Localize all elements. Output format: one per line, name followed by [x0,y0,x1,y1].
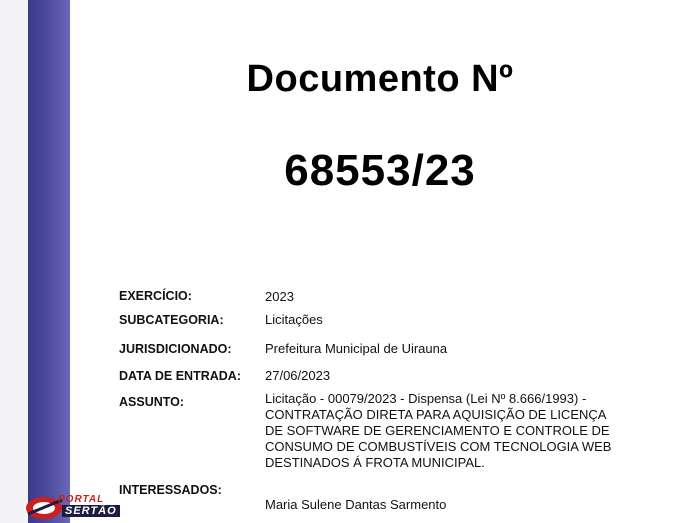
logo-text-portal: PORTAL [58,494,105,505]
assunto-line: CONTRATAÇÃO DIRETA PARA AQUISIÇÃO DE LICENÇA [265,407,607,422]
assunto-value [265,391,665,471]
jurisdicionado-value: Prefeitura Municipal de Uirauna [265,341,448,356]
data-entrada-value: 27/06/2023 [265,368,331,383]
subcategoria-value: Licitações [265,312,323,327]
assunto-line: Licitação - 00079/2023 - Dispensa (Lei Nº 8.666/1993) - [265,391,587,406]
assunto-line: CONSUMO DE COMBUSTÍVEIS COM TECNOLOGIA WEB [265,439,612,454]
assunto-line: DE SOFTWARE DE GERENCIAMENTO E CONTROLE DE [265,423,610,438]
interessados-label: INTERESSADOS: [119,483,222,497]
jurisdicionado-label: JURISDICIONADO: [119,342,232,356]
document-number: 68553/23 [284,146,476,195]
subcategoria-label: SUBCATEGORIA: [119,313,224,327]
decorative-side-band [28,0,70,523]
assunto-line: DESTINADOS Á FROTA MUNICIPAL. [265,455,485,470]
exercicio-label: EXERCÍCIO: [119,289,192,303]
data-entrada-label: DATA DE ENTRADA: [119,369,241,383]
exercicio-value: 2023 [265,289,294,304]
interessados-value: Maria Sulene Dantas Sarmento [265,497,447,512]
document-title: Documento Nº [246,58,514,100]
page-margin [0,0,28,523]
logo-text-sertao: SERTÃO [62,505,120,517]
assunto-label: ASSUNTO: [119,395,185,409]
